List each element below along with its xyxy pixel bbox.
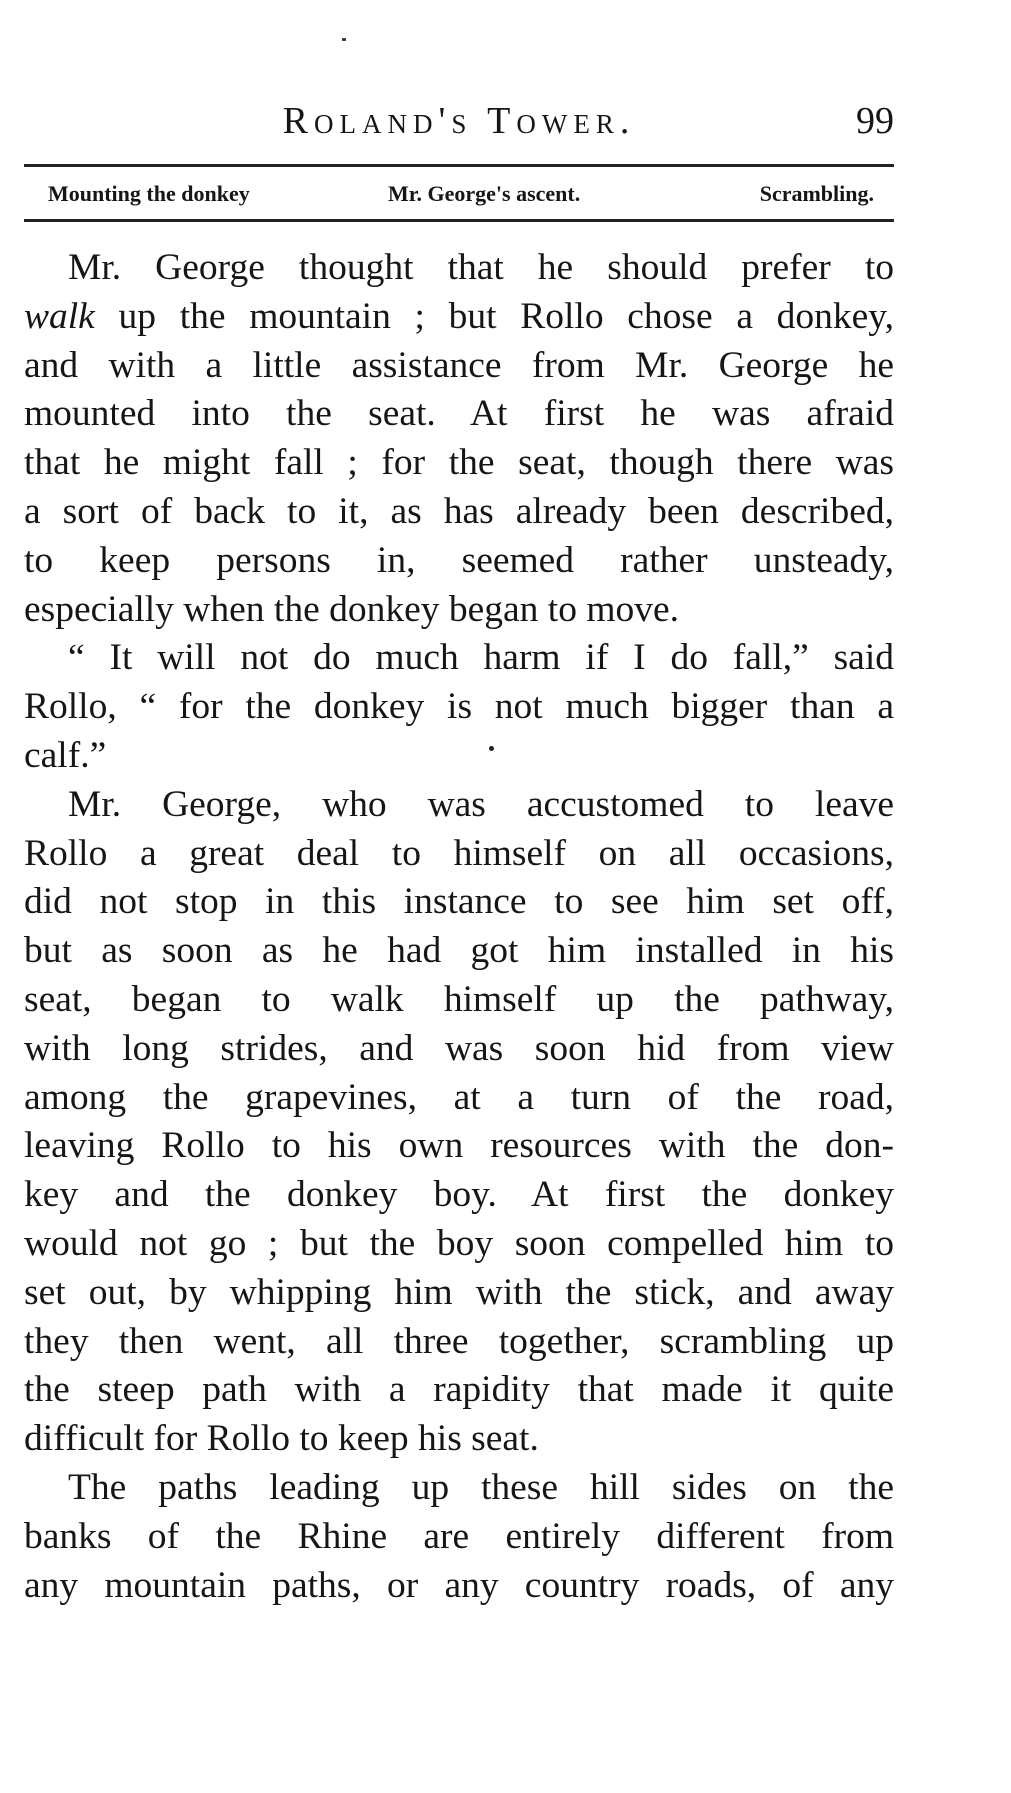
text-line: walk up the mountain ; but Rollo chose a donkey, xyxy=(24,295,894,337)
text-line: Rollo, “ for the donkey is not much bigger than a xyxy=(24,686,894,728)
text-line: Mr. George thought that he should prefer to xyxy=(68,247,894,288)
text-line: calf.” xyxy=(24,734,107,776)
text-line: and with a little assistance from Mr. George he xyxy=(24,344,894,386)
text-line: but as soon as he had got him installed in his xyxy=(24,930,894,972)
text-line: among the grapevines, at a turn of the road, xyxy=(24,1076,894,1118)
text-line: did not stop in this instance to see him set off, xyxy=(24,881,894,923)
text-line: mounted into the seat. At first he was afraid xyxy=(24,393,894,435)
running-title: Roland's Tower. xyxy=(282,100,636,142)
page-number: 99 xyxy=(856,100,894,142)
text-line: The paths leading up these hill sides on the xyxy=(68,1466,894,1508)
text-line: any mountain paths, or any country roads, of any xyxy=(24,1564,894,1606)
text-line: especially when the donkey began to move. xyxy=(24,588,680,630)
text-line: banks of the Rhine are entirely different from xyxy=(24,1515,894,1557)
running-head xyxy=(24,98,894,148)
text-line: difficult for Rollo to keep his seat. xyxy=(24,1418,539,1460)
text-line: key and the donkey boy. At first the donkey xyxy=(24,1174,894,1216)
header-rule-bottom xyxy=(24,219,894,222)
sidenote-scrambling: Scrambling. xyxy=(759,181,874,206)
text-line: “ It will not do much harm if I do fall,” said xyxy=(68,637,894,679)
header-rule-top xyxy=(24,164,894,167)
body-text xyxy=(24,244,894,1610)
text-line: to keep persons in, seemed rather unsteady, xyxy=(24,539,894,581)
print-speck xyxy=(342,38,346,41)
text-line: Mr. George, who was accustomed to leave xyxy=(68,783,894,825)
text-line: a sort of back to it, as has already been described, xyxy=(24,490,894,532)
sidenote-mounting-the-donkey: Mounting the donkey xyxy=(48,181,250,206)
text-line: that he might fall ; for the seat, though there was xyxy=(24,442,894,484)
sidenote-mr-georges-ascent: Mr. George's ascent. xyxy=(388,181,581,206)
text-line: with long strides, and was soon hid from view xyxy=(24,1027,894,1069)
print-mark xyxy=(489,746,494,751)
text-line: set out, by whipping him with the stick, and away xyxy=(24,1271,894,1313)
text-line: leaving Rollo to his own resources with the don- xyxy=(24,1125,894,1167)
text-line: they then went, all three together, scrambling up xyxy=(24,1320,894,1362)
sidenote-bar xyxy=(48,176,874,212)
emphasis-walk: walk xyxy=(24,295,95,337)
text-line: Rollo a great deal to himself on all occasions, xyxy=(24,832,894,874)
text-line: seat, began to walk himself up the pathway, xyxy=(24,978,894,1020)
text-line: would not go ; but the boy soon compelled him to xyxy=(24,1222,894,1264)
text-line: the steep path with a rapidity that made it quite xyxy=(24,1369,894,1411)
